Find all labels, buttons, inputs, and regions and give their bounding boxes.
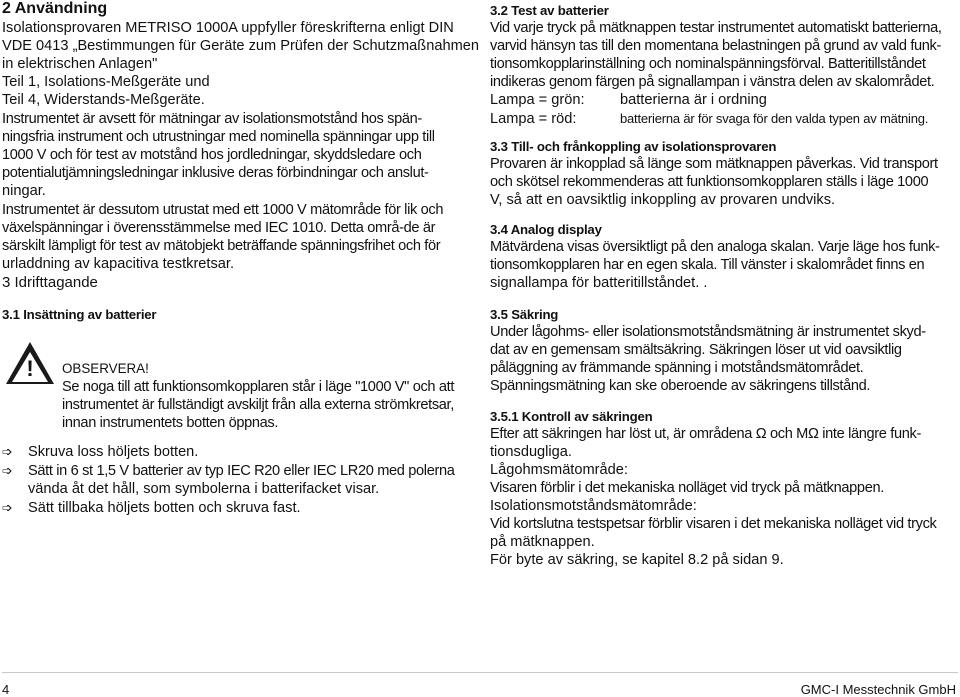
section-3-2-text: tionsomkopplarinställning och nominalspänningsförval. Batteritillståndet [490, 56, 926, 72]
section-3-5-1-text: Lågohmsmätområde: [490, 462, 628, 478]
warning-text: innan instrumentets botten öppnas. [62, 415, 279, 431]
lamp-red-label: Lampa = röd: [490, 111, 577, 127]
warning-title: OBSERVERA! [62, 361, 149, 376]
footer-company: GMC-I Messtechnik GmbH [800, 682, 956, 697]
section-2-text: urladdning av kapacitiva testkretsar. [2, 256, 235, 272]
section-3-5-text: Spänningsmätning kan ske oberoende av säkringens tillstånd. [490, 378, 871, 394]
page-number: 4 [2, 682, 10, 697]
step-arrow-icon: ➩ [2, 463, 13, 478]
section-2-text: potentialutjämningsledningar inklusive deras förbindningar och anslut- [2, 165, 429, 181]
section-2-text: Teil 4, Widerstands-Meßgeräte. [2, 92, 205, 108]
section-3-4-text: signallampa för batteritillståndet. . [490, 275, 708, 291]
section-2-text: in elektrischen Anlagen" [2, 56, 158, 72]
section-3-5-1-text: tionsdugliga. [490, 444, 572, 460]
step-arrow-icon: ➩ [2, 500, 13, 515]
section-3-4-text: Mätvärdena visas översiktligt på den analoga skalan. Varje läge hos funk- [490, 239, 940, 255]
section-3-4-heading: 3.4 Analog display [490, 222, 602, 237]
lamp-green-label: Lampa = grön: [490, 92, 585, 108]
section-2-text: Teil 1, Isolations-Meßgeräte und [2, 74, 210, 90]
section-3-2-heading: 3.2 Test av batterier [490, 3, 609, 18]
section-2-text: särskilt lämpligt för test av mätobjekt beträffande spänningsfrihet och för [2, 238, 441, 254]
section-2-text: Instrumentet är avsett för mätningar av isolationsmotstånd hos spän- [2, 111, 422, 127]
step-text: Sätt tillbaka höljets botten och skruva fast. [28, 500, 301, 516]
section-2-text: ningar. [2, 183, 46, 199]
section-3-5-1-text: på mätknappen. [490, 534, 595, 550]
lamp-green-value: batterierna är i ordning [620, 92, 767, 108]
section-3-2-text: varvid hänsyn tas till den momentana belastningen på grund av vald funk- [490, 38, 942, 54]
section-2-text: Instrumentet är dessutom utrustat med ett 1000 V mätområde för lik och [2, 202, 444, 218]
section-2-text: ningsfria instrument och utrustningar med nominella spänningar upp till [2, 129, 435, 145]
step-arrow-icon: ➩ [2, 444, 13, 459]
section-3-5-1-text: Vid kortslutna testspetsar förblir visaren i det mekaniska nolläget vid tryck [490, 516, 937, 532]
section-3-4-text: tionsomkopplaren har en egen skala. Till vänster i skalområdet finns en [490, 257, 925, 273]
section-3-5-1-text: Isolationsmotståndsmätområde: [490, 498, 697, 514]
section-3-5-1-text: Efter att säkringen har löst ut, är områdena Ω och MΩ inte längre funk- [490, 426, 921, 442]
section-3-2-text: Vid varje tryck på mätknappen testar instrumentet automatiskt batterierna, [490, 20, 942, 36]
warning-text: instrumentet är fullständigt avskiljt från alla externa strömkretsar, [62, 397, 454, 413]
section-2-text: Isolationsprovaren METRISO 1000A uppfyller föreskrifterna enligt DIN [2, 20, 454, 36]
step-text: Sätt in 6 st 1,5 V batterier av typ IEC R20 eller IEC LR20 med polerna [28, 463, 455, 479]
section-3-5-text: dat av en gemensam smältsäkring. Säkringen löser ut vid oavsiktlig [490, 342, 902, 358]
section-3-3-heading: 3.3 Till- och frånkoppling av isolationsprovaren [490, 139, 777, 154]
section-2-text: 1000 V och för test av motstånd hos jordledningar, skyddsledare och [2, 147, 422, 163]
section-3-5-text: Under lågohms- eller isolationsmotståndsmätning är instrumentet skyd- [490, 324, 926, 340]
lamp-red-value: batterierna är för svaga för den valda typen av mätning. [620, 111, 929, 126]
section-3-heading: 3 Idrifttagande [2, 274, 98, 291]
section-2-text: växelspänningar i överensstämmelse med IEC 1010. Detta områ-de är [2, 220, 436, 236]
section-3-3-text: Provaren är inkopplad så länge som mätknappen påverkas. Vid transport [490, 156, 938, 172]
section-2-heading: 2 Användning [2, 0, 108, 17]
section-3-1-heading: 3.1 Insättning av batterier [2, 307, 157, 322]
section-3-5-text: påläggning av främmande spänning i motståndsmätområdet. [490, 360, 864, 376]
section-3-3-text: V, så att en oavsiktlig inkoppling av provaren undviks. [490, 192, 836, 208]
step-text: vända åt det håll, som symbolerna i batterifacket visar. [28, 481, 380, 497]
step-text: Skruva loss höljets botten. [28, 444, 199, 460]
section-3-3-text: och skötsel rekommenderas att funktionsomkopplaren ställs i läge 1000 [490, 174, 929, 190]
section-3-5-heading: 3.5 Säkring [490, 307, 559, 322]
section-3-5-1-text: För byte av säkring, se kapitel 8.2 på sidan 9. [490, 552, 784, 568]
section-3-2-text: indikeras genom färgen på signallampan i vänstra delen av skalområdet. [490, 74, 935, 90]
warning-exclamation: ! [26, 356, 34, 381]
footer-divider [2, 672, 958, 673]
section-3-5-1-heading: 3.5.1 Kontroll av säkringen [490, 409, 653, 424]
section-3-5-1-text: Visaren förblir i det mekaniska nolläget vid tryck på mätknappen. [490, 480, 884, 496]
section-2-text: VDE 0413 „Bestimmungen für Geräte zum Prüfen der Schutzmaßnahmen [2, 38, 479, 54]
warning-text: Se noga till att funktionsomkopplaren står i läge "1000 V" och att [62, 379, 455, 395]
